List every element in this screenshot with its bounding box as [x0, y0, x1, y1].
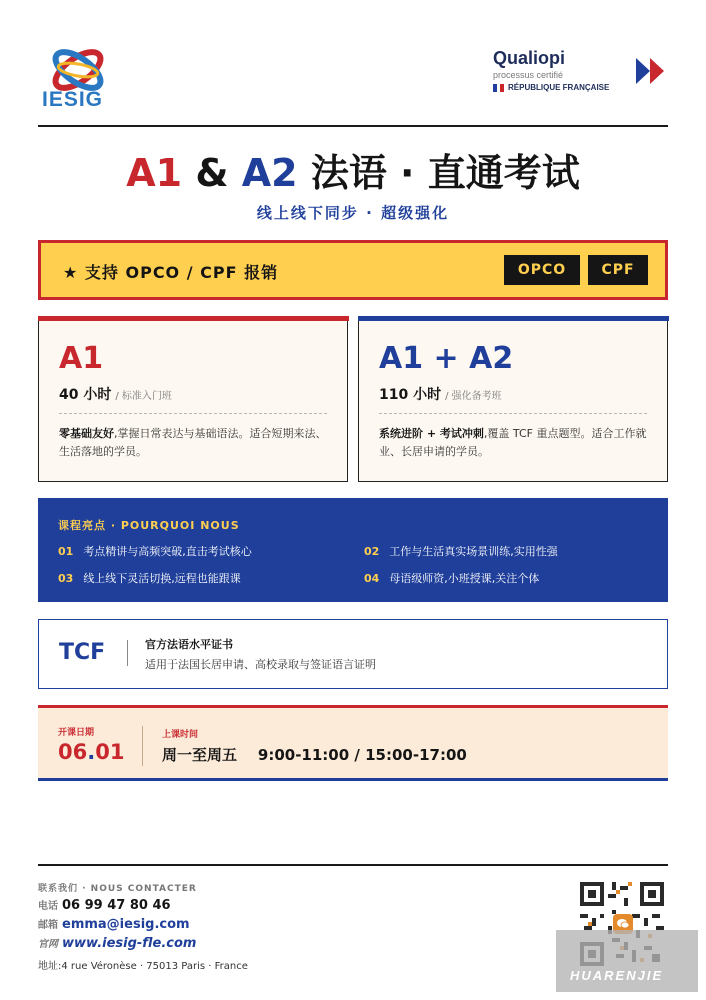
- start-month: 06: [58, 740, 88, 764]
- qualiopi-chevrons-icon: [636, 58, 670, 84]
- highlight-text: 工作与生活真实场景训练,实用性强: [389, 545, 558, 558]
- title-a2: A2: [241, 151, 298, 195]
- watermark: [556, 930, 698, 992]
- card-accent-bar: [38, 316, 349, 321]
- contact-phone: [38, 897, 171, 913]
- phone-value[interactable]: 06 99 47 80 46: [62, 898, 171, 913]
- start-date-label: 开课日期: [58, 728, 95, 738]
- tcf-title: 官方法语水平证书: [145, 638, 233, 651]
- card-title: A1 + A2: [379, 341, 514, 376]
- highlight-item: [58, 543, 252, 559]
- qualiopi-subtitle: processus certifié: [493, 70, 564, 80]
- hours-value: 40 小时: [59, 387, 112, 403]
- highlight-text: 线上线下灵活切换,远程也能跟课: [83, 572, 241, 585]
- website-link[interactable]: www.iesig-fle.com: [62, 936, 197, 951]
- logo-text: IESIG: [42, 88, 104, 111]
- hours-value: 110 小时: [379, 387, 442, 403]
- tcf-label: TCF: [59, 640, 106, 665]
- card-hours: [59, 384, 172, 404]
- republique-francaise: [493, 83, 609, 92]
- card-description: [379, 425, 651, 461]
- highlights-panel: [38, 498, 668, 602]
- title-rest: 法语 · 直通考试: [297, 151, 580, 195]
- highlight-item: [364, 570, 539, 586]
- qualiopi-title: Qualiopi: [493, 48, 565, 68]
- card-description: [59, 425, 331, 461]
- cpf-tag: CPF: [588, 255, 648, 285]
- start-date: [58, 740, 124, 764]
- bottom-divider: [38, 864, 668, 866]
- page-title: [0, 142, 706, 197]
- card-divider: [379, 413, 647, 414]
- contact-address: 地址:4 rue Véronèse · 75013 Paris · France: [38, 961, 248, 972]
- chat-bubble-icon: [616, 918, 630, 930]
- schedule-separator: [142, 726, 143, 766]
- funding-banner: [38, 240, 668, 300]
- card-divider: [59, 413, 327, 414]
- card-accent-bar: [358, 316, 669, 321]
- republique-label: RÉPUBLIQUE FRANÇAISE: [508, 83, 610, 92]
- tcf-separator: [127, 640, 128, 666]
- start-dot: .: [87, 740, 96, 764]
- hours-note: / 强化备考班: [445, 391, 502, 402]
- tcf-box: [38, 619, 668, 689]
- tcf-description: 适用于法国长居申请、高校录取与签证语言证明: [145, 658, 376, 671]
- hours-note: / 标准入门班: [115, 391, 172, 402]
- title-a1: A1: [126, 151, 183, 195]
- card-hours: [379, 384, 502, 404]
- contact-website: [38, 935, 196, 951]
- top-divider: [38, 125, 668, 127]
- card-title: A1: [59, 341, 104, 376]
- watermark-text: HUARENJIE: [570, 968, 664, 983]
- title-ampersand: &: [182, 151, 242, 195]
- desc-text: ,覆盖 TCF 重点题型。适合工作就业、长居申请的学员。: [379, 427, 647, 458]
- french-flag-icon: [493, 84, 504, 92]
- highlight-text: 母语级师资,小班授课,关注个体: [389, 572, 540, 585]
- course-card-a1-a2: [358, 316, 668, 482]
- course-card-a1: [38, 316, 348, 482]
- desc-highlight: 零基础友好: [59, 427, 114, 440]
- highlight-number: 03: [58, 572, 74, 585]
- phone-key: 电话: [38, 901, 58, 912]
- schedule-panel: [38, 705, 668, 781]
- class-time-label: 上课时间: [162, 730, 199, 740]
- highlight-item: [58, 570, 241, 586]
- highlight-item: [364, 543, 558, 559]
- desc-text: ,掌握日常表达与基础语法。适合短期来法、生活落地的学员。: [59, 427, 327, 458]
- desc-highlight: 系统进阶 + 考试冲刺: [379, 427, 484, 440]
- highlight-number: 02: [364, 545, 380, 558]
- highlights-title: 课程亮点 · POURQUOI NOUS: [58, 519, 240, 532]
- page-subtitle: 线上线下同步 · 超级强化: [256, 204, 450, 222]
- funding-text: ★ 支持 OPCO / CPF 报销: [63, 263, 279, 282]
- opco-tag: OPCO: [504, 255, 580, 285]
- contact-title: 联系我们 · NOUS CONTACTER: [38, 884, 197, 894]
- highlight-number: 01: [58, 545, 74, 558]
- class-time-value: 周一至周五 9:00-11:00 / 15:00-17:00: [162, 746, 467, 764]
- highlight-text: 考点精讲与高频突破,直击考试核心: [83, 545, 252, 558]
- website-key: 官网: [38, 939, 58, 950]
- start-day: 01: [95, 740, 125, 764]
- email-link[interactable]: emma@iesig.com: [62, 917, 190, 932]
- email-key: 邮箱: [38, 920, 58, 931]
- highlight-number: 04: [364, 572, 380, 585]
- contact-email: [38, 916, 190, 932]
